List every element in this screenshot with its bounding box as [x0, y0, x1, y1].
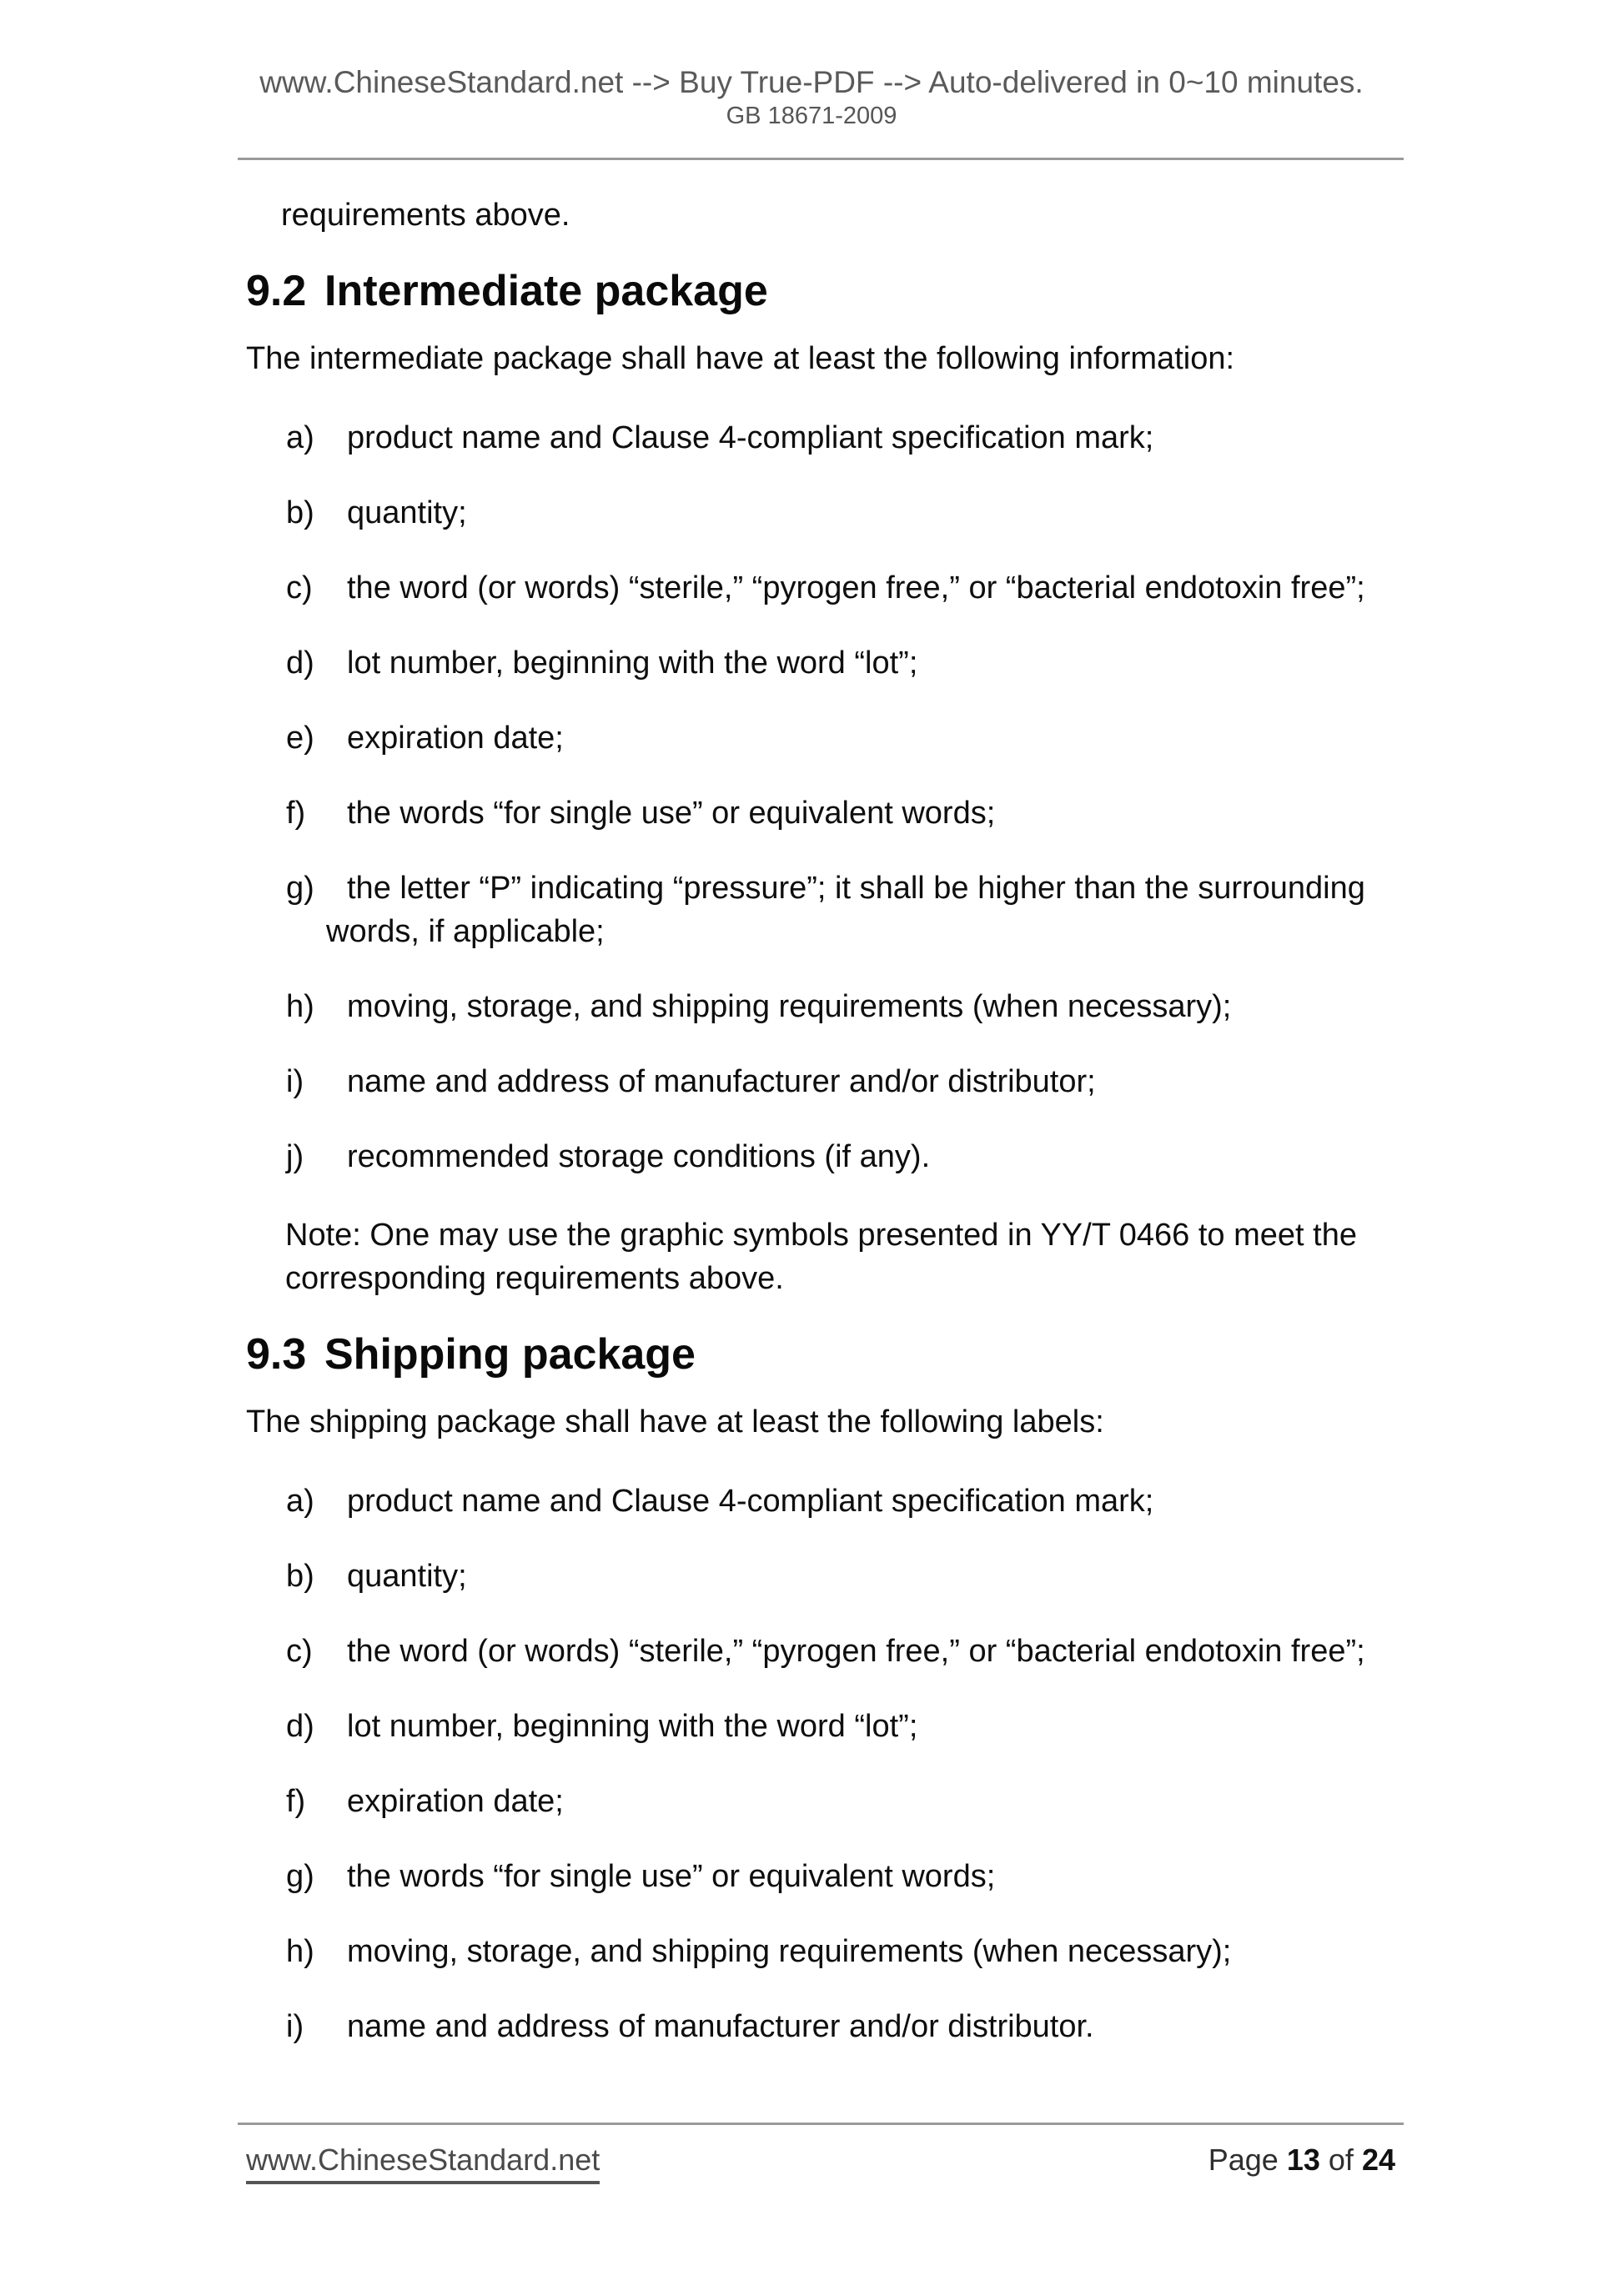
item-marker: b): [286, 1559, 314, 1594]
section-title: Shipping package: [324, 1330, 696, 1379]
list-item: [246, 1630, 1407, 1673]
item-marker: f): [286, 796, 306, 831]
page-header: [0, 0, 1623, 131]
item-text: expiration date;: [347, 1784, 564, 1819]
list-item: [246, 1555, 1407, 1598]
list-item: [246, 791, 1407, 835]
item-text: product name and Clause 4-compliant specification mark;: [347, 1484, 1154, 1519]
list-item: [246, 1780, 1407, 1823]
list-item: [246, 1135, 1407, 1178]
total-page-number: 24: [1361, 2143, 1395, 2177]
item-marker: i): [286, 2009, 304, 2044]
document-body: [246, 193, 1407, 2048]
list-item: [246, 985, 1407, 1028]
item-text: name and address of manufacturer and/or distributor.: [347, 2009, 1094, 2044]
item-marker: h): [286, 1934, 314, 1969]
current-page-number: 13: [1286, 2143, 1320, 2177]
item-marker: a): [286, 420, 314, 455]
item-marker: c): [286, 1634, 313, 1669]
item-marker: a): [286, 1484, 314, 1519]
requirements-list-9-2: [246, 416, 1407, 1178]
header-banner-text: www.ChineseStandard.net --> Buy True-PDF --> Auto-delivered in 0~10 minutes.: [259, 65, 1364, 99]
page-indicator: [1208, 2142, 1395, 2178]
item-text: the words “for single use” or equivalent words;: [347, 1859, 996, 1894]
list-item: [246, 1930, 1407, 1973]
footer-website-link[interactable]: www.ChineseStandard.net: [246, 2142, 600, 2184]
list-item: [246, 641, 1407, 685]
item-text: moving, storage, and shipping requirements (when necessary);: [347, 1934, 1232, 1969]
item-text: name and address of manufacturer and/or distributor;: [347, 1064, 1096, 1099]
item-text: lot number, beginning with the word “lot”;: [347, 646, 918, 681]
item-text: quantity;: [347, 495, 467, 530]
list-item: [246, 1060, 1407, 1103]
list-item: [246, 1705, 1407, 1748]
standard-number: GB 18671-2009: [726, 103, 897, 129]
item-marker: b): [286, 495, 314, 530]
section-number: 9.2: [246, 267, 307, 315]
item-text: quantity;: [347, 1559, 467, 1594]
section-intro: The intermediate package shall have at least the following information:: [246, 341, 1235, 376]
section-title: Intermediate package: [324, 267, 768, 315]
of-label: of: [1328, 2143, 1354, 2177]
item-marker: j): [286, 1139, 304, 1174]
item-text: recommended storage conditions (if any).: [347, 1139, 931, 1174]
item-text: lot number, beginning with the word “lot”;: [347, 1709, 918, 1744]
item-marker: d): [286, 646, 314, 681]
item-text: the words “for single use” or equivalent words;: [347, 796, 996, 831]
item-text: moving, storage, and shipping requirements (when necessary);: [347, 989, 1232, 1024]
list-item: [246, 716, 1407, 760]
item-text: the letter “P” indicating “pressure”; it shall be higher than the surrounding words, if applicable;: [326, 871, 1365, 949]
list-item: [246, 2005, 1407, 2048]
item-marker: f): [286, 1784, 306, 1819]
list-item: [246, 491, 1407, 535]
list-item: [246, 1855, 1407, 1898]
list-item: [246, 1480, 1407, 1523]
list-item: [246, 416, 1407, 460]
section-heading-9-3: [246, 1329, 1407, 1379]
continuation-text: requirements above.: [281, 198, 570, 233]
section-heading-9-2: [246, 266, 1407, 316]
item-marker: h): [286, 989, 314, 1024]
footer-divider: [238, 2123, 1404, 2125]
item-marker: e): [286, 721, 314, 756]
item-text: expiration date;: [347, 721, 564, 756]
page-label: Page: [1208, 2143, 1279, 2177]
item-marker: d): [286, 1709, 314, 1744]
page-footer: [246, 2142, 1395, 2184]
section-number: 9.3: [246, 1330, 307, 1379]
item-text: the word (or words) “sterile,” “pyrogen free,” or “bacterial endotoxin free”;: [347, 1634, 1365, 1669]
requirements-list-9-3: [246, 1480, 1407, 2048]
list-item: [246, 566, 1407, 610]
section-note: Note: One may use the graphic symbols presented in YY/T 0466 to meet the corresponding requirements above.: [285, 1218, 1357, 1296]
item-marker: g): [286, 1859, 314, 1894]
item-text: the word (or words) “sterile,” “pyrogen free,” or “bacterial endotoxin free”;: [347, 570, 1365, 605]
list-item: [246, 867, 1407, 953]
item-marker: g): [286, 871, 314, 906]
item-marker: c): [286, 570, 313, 605]
header-divider: [238, 158, 1404, 160]
item-marker: i): [286, 1064, 304, 1099]
item-text: product name and Clause 4-compliant specification mark;: [347, 420, 1154, 455]
section-intro: The shipping package shall have at least the following labels:: [246, 1404, 1104, 1439]
